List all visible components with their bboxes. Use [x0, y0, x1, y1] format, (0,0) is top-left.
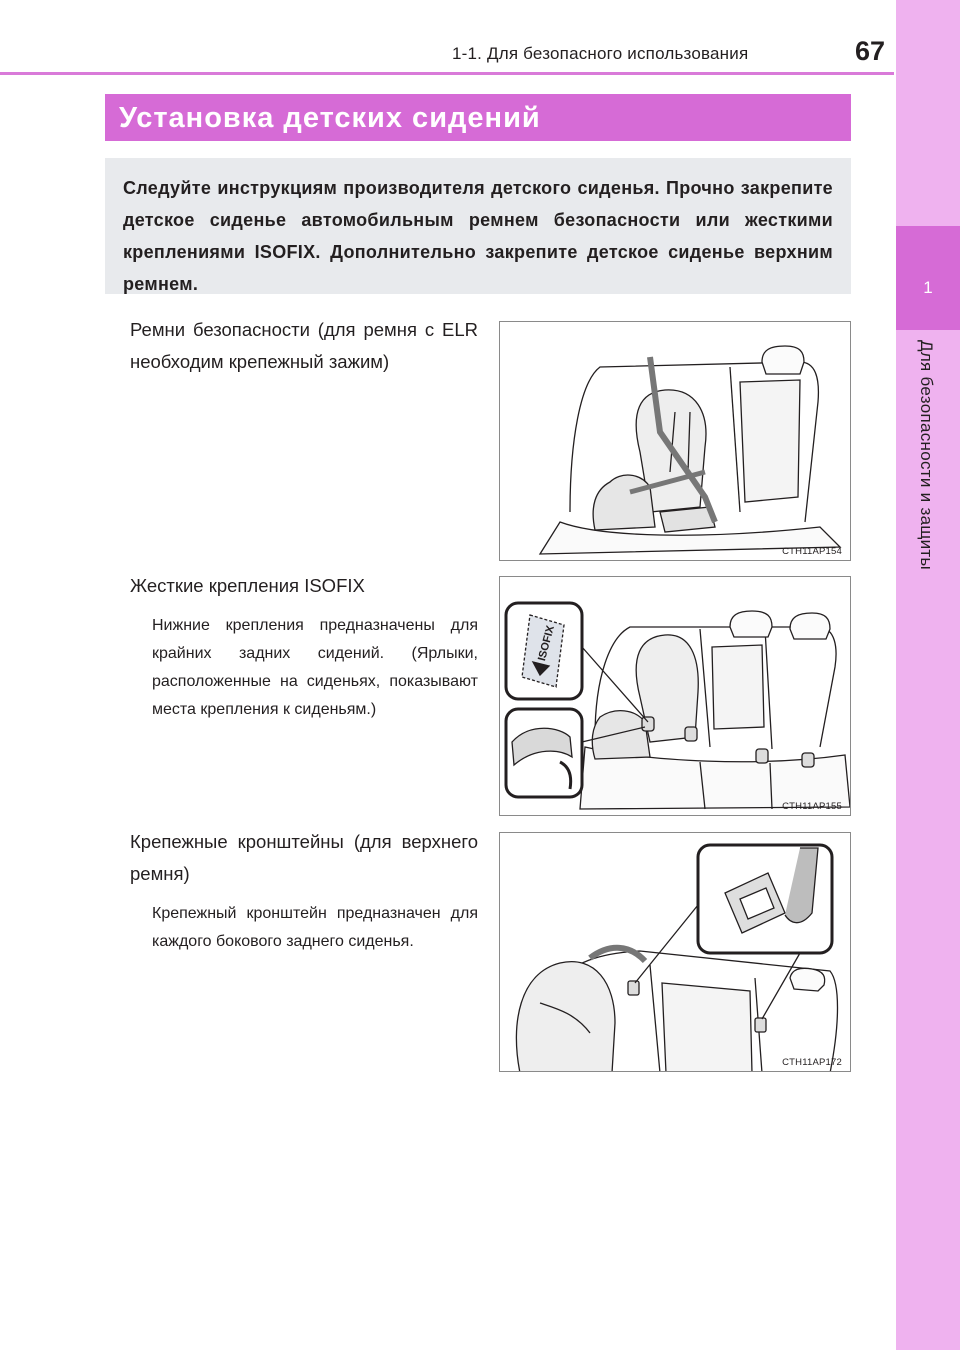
header-rule [0, 72, 894, 75]
figure-code: CTH11AP155 [782, 801, 842, 812]
top-tether-illustration [500, 833, 851, 1072]
figure-seat-belt-install [499, 321, 851, 561]
figure-code: CTH11AP154 [782, 546, 842, 557]
chapter-title: Для безопасности и защиты [917, 340, 936, 571]
page-number: 67 [855, 36, 886, 66]
item-lead: Жесткие крепления ISOFIX [130, 575, 365, 596]
child-seat-belt-illustration [500, 322, 851, 561]
item-seat-belts [130, 314, 478, 378]
section-title: Установка детских сидений [119, 102, 541, 134]
intro-text: Следуйте инструкциям производителя детского сиденья. Прочно закрепите детское сиденье автомобильным ремнем безопасности или жесткими креплениями ISOFIX. Дополнительно закрепите детское сиденье верхним ремнем. [123, 178, 833, 294]
isofix-illustration [500, 577, 851, 816]
figure-top-tether [499, 832, 851, 1072]
chapter-number: 1 [923, 278, 933, 297]
isofix-tag-label: ISOFIX [535, 624, 557, 663]
running-head: 1-1. Для безопасного использования [452, 44, 749, 63]
item-isofix [130, 570, 478, 724]
item-description: Крепежный кронштейн предназначен для каждого бокового заднего сиденья. [152, 905, 478, 950]
chapter-side-tab [896, 0, 960, 1350]
item-description: Нижние крепления предназначены для крайних задних сидений. (Ярлыки, расположенные на сиденьях, показывают места крепления к сиденьям.) [152, 617, 478, 718]
figure-code: CTH11AP172 [782, 1057, 842, 1068]
item-lead: Крепежные кронштейны (для верхнего ремня) [130, 831, 478, 884]
section-title-bar [105, 94, 851, 141]
figure-isofix-install [499, 576, 851, 816]
item-lead: Ремни безопасности (для ремня с ELR необходим крепежный зажим) [130, 319, 478, 372]
item-top-tether [130, 826, 478, 956]
intro-box [105, 158, 851, 294]
